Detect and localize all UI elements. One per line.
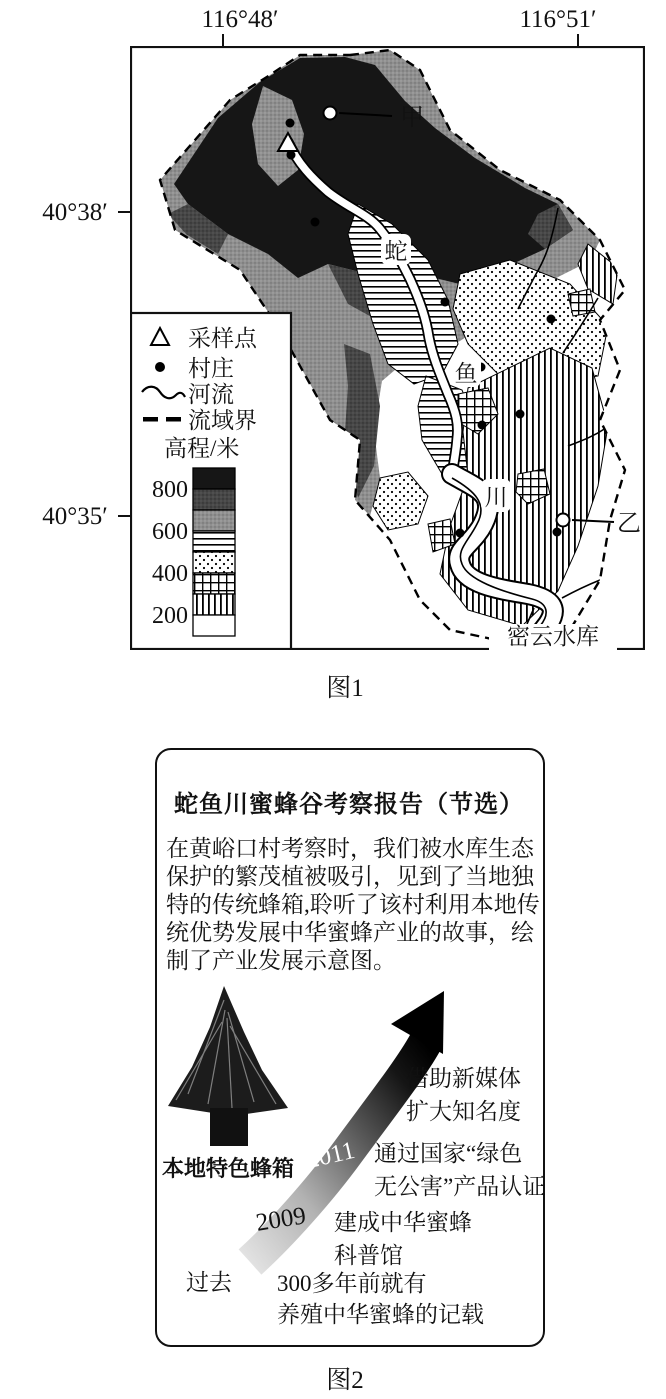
legend-village-label: 村庄: [188, 356, 234, 381]
elevation-tick-200: 200: [152, 603, 188, 629]
terrain-300-400-d: [568, 289, 595, 316]
longitude-label-left: 116°48′: [201, 6, 279, 33]
past-label: 过去: [186, 1270, 232, 1295]
milestone-past: 300多年前就有 养殖中华蜜蜂的记载: [277, 1271, 484, 1327]
label-chuan: 川: [484, 485, 508, 510]
year-2009: 2009: [254, 1202, 308, 1237]
label-yi: 乙: [617, 511, 641, 537]
figure2-caption: 图2: [326, 1367, 364, 1394]
site-jia-marker: [324, 107, 337, 120]
beehive-image: [162, 982, 302, 1152]
legend-elevation-title: 高程/米: [164, 436, 240, 461]
report-title: 蛇鱼川蜜蜂谷考察报告（节选）: [174, 792, 524, 818]
legend-boundary-icon: [143, 417, 158, 422]
latitude-label-upper: 40°38′: [42, 199, 108, 226]
year-2011: 2011: [303, 1136, 358, 1175]
paragraph-line: 在黄峪口村考察时，我们被水库生态: [166, 836, 534, 861]
elevation-scale: [193, 468, 235, 636]
legend-boundary-label: 流域界: [188, 408, 257, 433]
report-paragraph: [166, 835, 538, 975]
figure1-caption: 图1: [326, 675, 364, 702]
legend-village-icon: [155, 362, 165, 372]
milestone-2011: 通过国家“绿色 无公害”产品认证: [374, 1141, 546, 1199]
latitude-tick-lower: [118, 515, 130, 517]
elevation-tick-600: 600: [152, 519, 188, 545]
paragraph-line: 特的传统蜂箱,聆听了该村利用本地传: [166, 892, 540, 917]
longitude-label-right: 116°51′: [519, 6, 597, 33]
topographic-map: [130, 46, 645, 650]
site-yi-marker: [557, 514, 570, 527]
paragraph-line: 保护的繁茂植被吸引，见到了当地独: [166, 864, 534, 889]
legend-sampling-label: 采样点: [188, 326, 257, 351]
legend-river-label: 河流: [188, 382, 234, 407]
paragraph-line: 制了产业发展示意图。: [166, 948, 396, 973]
elevation-tick-800: 800: [152, 477, 188, 503]
latitude-label-lower: 40°35′: [42, 503, 108, 530]
label-reservoir: 密云水库: [507, 624, 599, 649]
paragraph-line: 统优势发展中华蜜蜂产业的故事，绘: [166, 920, 534, 945]
milestone-2009: 建成中华蜜蜂 科普馆: [334, 1210, 472, 1268]
milestone-top: 借助新媒体 扩大知名度: [406, 1066, 521, 1124]
longitude-tick-left: [222, 34, 224, 46]
label-yu: 鱼: [454, 361, 478, 386]
longitude-tick-right: [577, 34, 579, 46]
map-legend: [131, 313, 291, 649]
latitude-tick-upper: [118, 211, 130, 213]
label-she: 蛇: [384, 239, 408, 264]
label-jia: 甲: [400, 105, 424, 131]
beehive-caption: 本地特色蜂箱: [161, 1156, 294, 1181]
elevation-tick-400: 400: [152, 561, 188, 587]
